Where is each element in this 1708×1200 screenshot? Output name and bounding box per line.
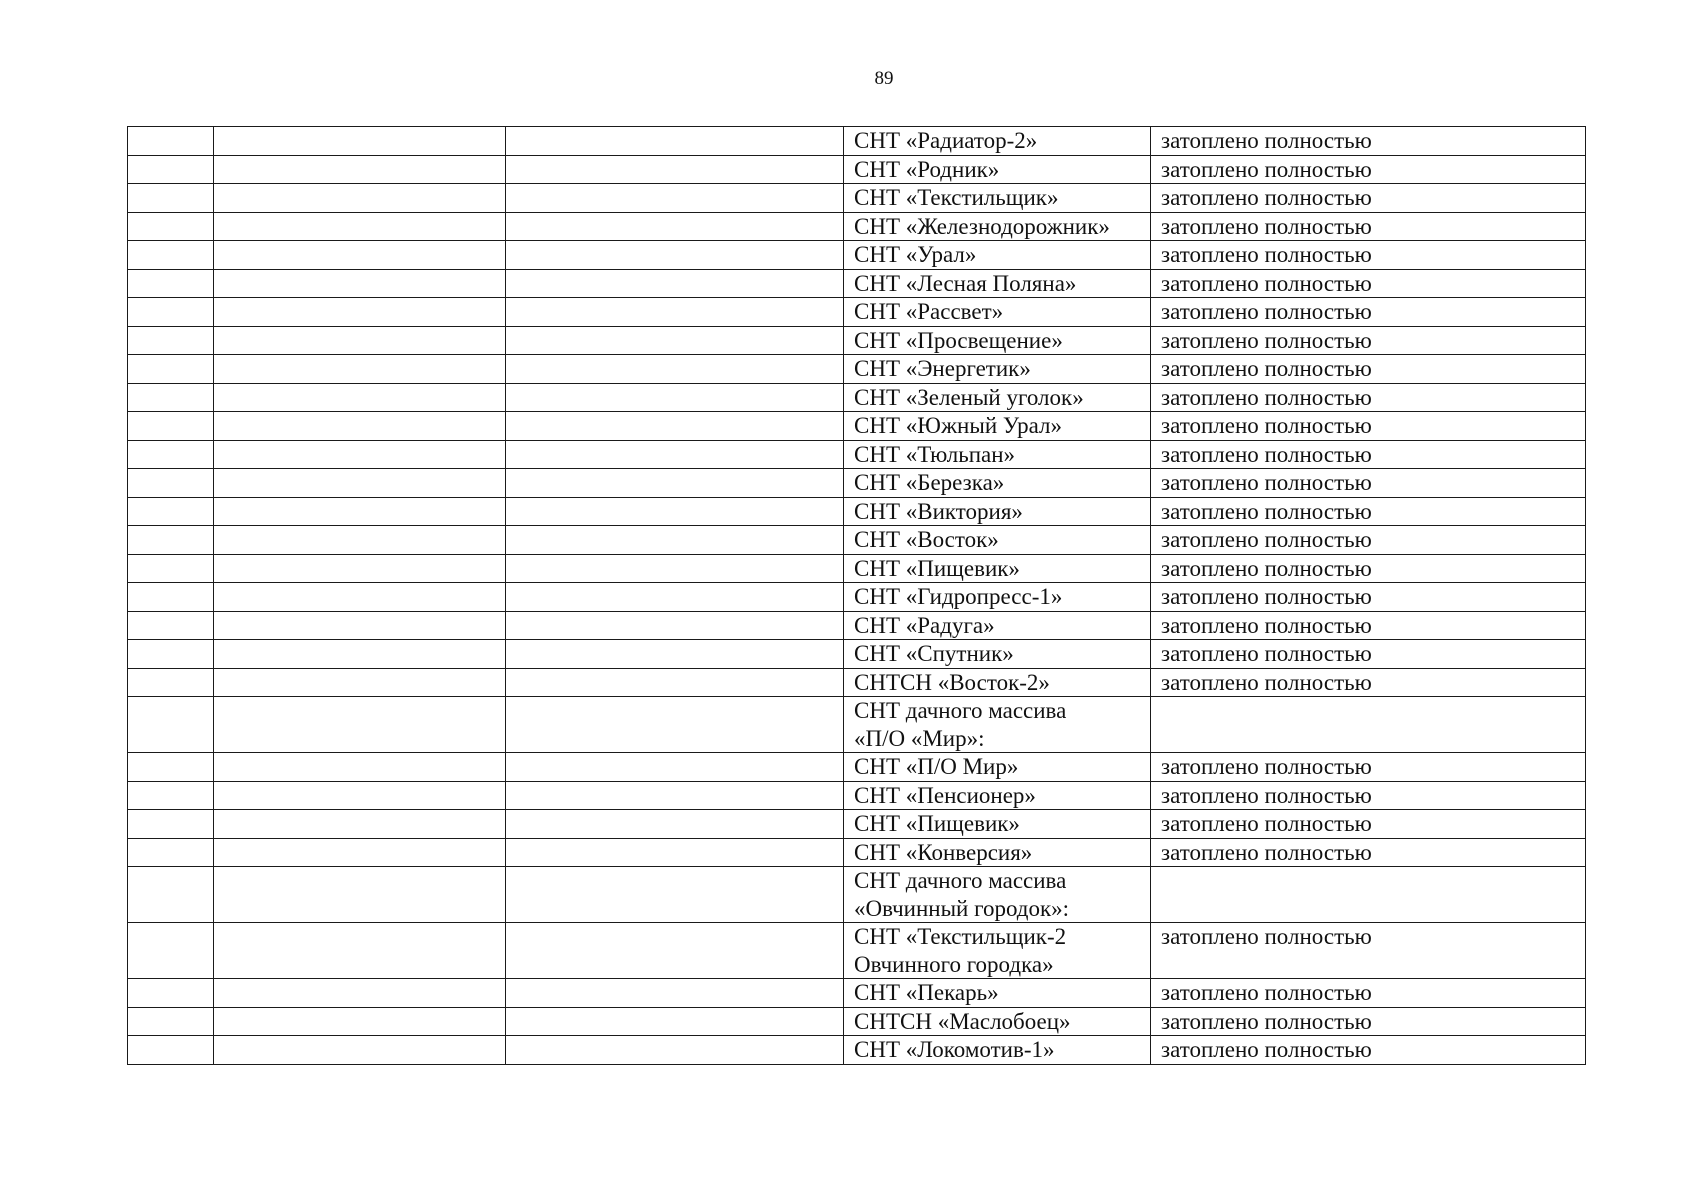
- empty-cell: [506, 923, 844, 979]
- table-row: [128, 838, 1586, 867]
- flood-status-cell: затоплено полностью: [1151, 127, 1586, 156]
- snt-name-cell: СНТ «Пекарь»: [844, 979, 1151, 1008]
- empty-cell: [214, 838, 506, 867]
- empty-cell: [506, 298, 844, 327]
- empty-cell: [214, 383, 506, 412]
- flood-status-cell: затоплено полностью: [1151, 155, 1586, 184]
- snt-name-cell: СНТ «Локомотив-1»: [844, 1036, 1151, 1065]
- empty-cell: [214, 979, 506, 1008]
- empty-cell: [214, 212, 506, 241]
- empty-cell: [128, 554, 214, 583]
- empty-cell: [506, 127, 844, 156]
- snt-name-cell: СНТ «Текстильщик-2 Овчинного городка»: [844, 923, 1151, 979]
- empty-cell: [128, 1036, 214, 1065]
- table-row: [128, 753, 1586, 782]
- flood-status-cell: затоплено полностью: [1151, 979, 1586, 1008]
- flood-status-cell: затоплено полностью: [1151, 383, 1586, 412]
- flood-status-cell: затоплено полностью: [1151, 640, 1586, 669]
- empty-cell: [214, 326, 506, 355]
- empty-cell: [506, 383, 844, 412]
- page-number: 89: [874, 68, 894, 89]
- empty-cell: [128, 583, 214, 612]
- empty-cell: [128, 469, 214, 498]
- empty-cell: [506, 979, 844, 1008]
- snt-name-cell: СНТ «Лесная Поляна»: [844, 269, 1151, 298]
- flood-status-cell: затоплено полностью: [1151, 497, 1586, 526]
- snt-name-cell: СНТ «Радиатор-2»: [844, 127, 1151, 156]
- flood-status-cell: [1151, 867, 1586, 923]
- table-row: [128, 979, 1586, 1008]
- empty-cell: [214, 810, 506, 839]
- empty-cell: [128, 184, 214, 213]
- empty-cell: [214, 640, 506, 669]
- empty-cell: [214, 1007, 506, 1036]
- table-row: [128, 412, 1586, 441]
- snt-name-cell: СНТ «Восток»: [844, 526, 1151, 555]
- empty-cell: [506, 241, 844, 270]
- flood-status-cell: затоплено полностью: [1151, 753, 1586, 782]
- empty-cell: [128, 611, 214, 640]
- table-row: [128, 697, 1586, 753]
- snt-name-cell: СНТ «Гидропресс-1»: [844, 583, 1151, 612]
- flood-status-cell: затоплено полностью: [1151, 923, 1586, 979]
- empty-cell: [506, 469, 844, 498]
- empty-cell: [214, 867, 506, 923]
- empty-cell: [506, 1007, 844, 1036]
- empty-cell: [506, 554, 844, 583]
- flood-status-cell: затоплено полностью: [1151, 212, 1586, 241]
- flood-status-cell: затоплено полностью: [1151, 611, 1586, 640]
- snt-name-cell: СНТСН «Маслобоец»: [844, 1007, 1151, 1036]
- table-row: [128, 583, 1586, 612]
- empty-cell: [506, 838, 844, 867]
- empty-cell: [506, 611, 844, 640]
- empty-cell: [506, 184, 844, 213]
- flood-status-cell: затоплено полностью: [1151, 298, 1586, 327]
- table-row: [128, 383, 1586, 412]
- empty-cell: [128, 383, 214, 412]
- empty-cell: [128, 355, 214, 384]
- flood-status-cell: затоплено полностью: [1151, 355, 1586, 384]
- snt-name-cell: СНТ «Пищевик»: [844, 810, 1151, 839]
- empty-cell: [128, 298, 214, 327]
- empty-cell: [214, 184, 506, 213]
- snt-name-cell: СНТ «Железнодорожник»: [844, 212, 1151, 241]
- table-row: [128, 810, 1586, 839]
- empty-cell: [214, 298, 506, 327]
- table-row: [128, 611, 1586, 640]
- empty-cell: [214, 611, 506, 640]
- table-row: [128, 867, 1586, 923]
- empty-cell: [214, 781, 506, 810]
- flood-status-cell: затоплено полностью: [1151, 554, 1586, 583]
- table-row: [128, 923, 1586, 979]
- snt-name-cell: СНТ «Энергетик»: [844, 355, 1151, 384]
- empty-cell: [128, 1007, 214, 1036]
- empty-cell: [128, 781, 214, 810]
- empty-cell: [506, 212, 844, 241]
- table-row: [128, 184, 1586, 213]
- flood-status-cell: затоплено полностью: [1151, 469, 1586, 498]
- table-row: [128, 640, 1586, 669]
- empty-cell: [214, 668, 506, 697]
- empty-cell: [214, 127, 506, 156]
- empty-cell: [128, 810, 214, 839]
- empty-cell: [506, 668, 844, 697]
- empty-cell: [214, 554, 506, 583]
- empty-cell: [214, 697, 506, 753]
- snt-name-cell: СНТ «Спутник»: [844, 640, 1151, 669]
- empty-cell: [128, 753, 214, 782]
- empty-cell: [128, 526, 214, 555]
- flood-status-cell: затоплено полностью: [1151, 781, 1586, 810]
- empty-cell: [506, 440, 844, 469]
- empty-cell: [214, 412, 506, 441]
- empty-cell: [214, 497, 506, 526]
- empty-cell: [506, 269, 844, 298]
- flood-status-cell: затоплено полностью: [1151, 583, 1586, 612]
- empty-cell: [506, 355, 844, 384]
- empty-cell: [214, 269, 506, 298]
- flood-status-cell: затоплено полностью: [1151, 668, 1586, 697]
- empty-cell: [214, 1036, 506, 1065]
- table-row: [128, 497, 1586, 526]
- empty-cell: [506, 781, 844, 810]
- table-row: [128, 781, 1586, 810]
- flood-status-cell: затоплено полностью: [1151, 241, 1586, 270]
- empty-cell: [506, 526, 844, 555]
- table-row: [128, 241, 1586, 270]
- table-row: [128, 440, 1586, 469]
- flood-status-cell: [1151, 697, 1586, 753]
- empty-cell: [128, 640, 214, 669]
- empty-cell: [128, 668, 214, 697]
- table-row: [128, 1007, 1586, 1036]
- empty-cell: [128, 697, 214, 753]
- empty-cell: [506, 155, 844, 184]
- snt-flooding-table: [127, 126, 1586, 1065]
- snt-name-cell: СНТ «Виктория»: [844, 497, 1151, 526]
- empty-cell: [506, 753, 844, 782]
- table-row: [128, 355, 1586, 384]
- table-row: [128, 469, 1586, 498]
- snt-name-cell: СНТСН «Восток-2»: [844, 668, 1151, 697]
- snt-name-cell: СНТ «Зеленый уголок»: [844, 383, 1151, 412]
- snt-name-cell: СНТ «Просвещение»: [844, 326, 1151, 355]
- snt-name-cell: СНТ «Рассвет»: [844, 298, 1151, 327]
- table-row: [128, 298, 1586, 327]
- empty-cell: [128, 440, 214, 469]
- empty-cell: [128, 838, 214, 867]
- empty-cell: [214, 241, 506, 270]
- snt-name-cell: СНТ «Тюльпан»: [844, 440, 1151, 469]
- snt-name-cell: СНТ «Березка»: [844, 469, 1151, 498]
- empty-cell: [506, 810, 844, 839]
- empty-cell: [214, 923, 506, 979]
- flood-status-cell: затоплено полностью: [1151, 326, 1586, 355]
- table-row: [128, 668, 1586, 697]
- table-row: [128, 526, 1586, 555]
- empty-cell: [128, 412, 214, 441]
- flood-status-cell: затоплено полностью: [1151, 412, 1586, 441]
- table-row: [128, 212, 1586, 241]
- flood-status-cell: затоплено полностью: [1151, 526, 1586, 555]
- empty-cell: [128, 326, 214, 355]
- snt-name-cell: СНТ «Текстильщик»: [844, 184, 1151, 213]
- snt-name-cell: СНТ «Радуга»: [844, 611, 1151, 640]
- empty-cell: [506, 583, 844, 612]
- empty-cell: [214, 526, 506, 555]
- snt-name-cell: СНТ «Южный Урал»: [844, 412, 1151, 441]
- empty-cell: [128, 979, 214, 1008]
- empty-cell: [128, 867, 214, 923]
- flood-status-cell: затоплено полностью: [1151, 269, 1586, 298]
- table-row: [128, 554, 1586, 583]
- table-row: [128, 155, 1586, 184]
- empty-cell: [506, 867, 844, 923]
- table-row: [128, 326, 1586, 355]
- empty-cell: [506, 697, 844, 753]
- flood-status-cell: затоплено полностью: [1151, 440, 1586, 469]
- snt-name-cell: СНТ «П/О Мир»: [844, 753, 1151, 782]
- empty-cell: [128, 923, 214, 979]
- snt-name-cell: СНТ «Родник»: [844, 155, 1151, 184]
- table-row: [128, 269, 1586, 298]
- empty-cell: [214, 583, 506, 612]
- snt-name-cell: СНТ «Конверсия»: [844, 838, 1151, 867]
- flood-status-cell: затоплено полностью: [1151, 1007, 1586, 1036]
- empty-cell: [214, 469, 506, 498]
- empty-cell: [214, 155, 506, 184]
- flood-status-cell: затоплено полностью: [1151, 1036, 1586, 1065]
- flood-status-cell: затоплено полностью: [1151, 838, 1586, 867]
- flood-status-cell: затоплено полностью: [1151, 184, 1586, 213]
- empty-cell: [128, 269, 214, 298]
- empty-cell: [506, 1036, 844, 1065]
- snt-name-cell: СНТ «Урал»: [844, 241, 1151, 270]
- flood-status-cell: затоплено полностью: [1151, 810, 1586, 839]
- empty-cell: [128, 155, 214, 184]
- empty-cell: [214, 753, 506, 782]
- empty-cell: [128, 212, 214, 241]
- table-row: [128, 127, 1586, 156]
- empty-cell: [128, 127, 214, 156]
- empty-cell: [214, 355, 506, 384]
- empty-cell: [128, 241, 214, 270]
- empty-cell: [506, 412, 844, 441]
- table-row: [128, 1036, 1586, 1065]
- empty-cell: [506, 326, 844, 355]
- snt-name-cell: СНТ «Пищевик»: [844, 554, 1151, 583]
- empty-cell: [214, 440, 506, 469]
- table-body: [128, 127, 1586, 1065]
- snt-name-cell: СНТ дачного массива «Овчинный городок»:: [844, 867, 1151, 923]
- empty-cell: [506, 640, 844, 669]
- empty-cell: [506, 497, 844, 526]
- snt-name-cell: СНТ «Пенсионер»: [844, 781, 1151, 810]
- empty-cell: [128, 497, 214, 526]
- snt-name-cell: СНТ дачного массива «П/О «Мир»:: [844, 697, 1151, 753]
